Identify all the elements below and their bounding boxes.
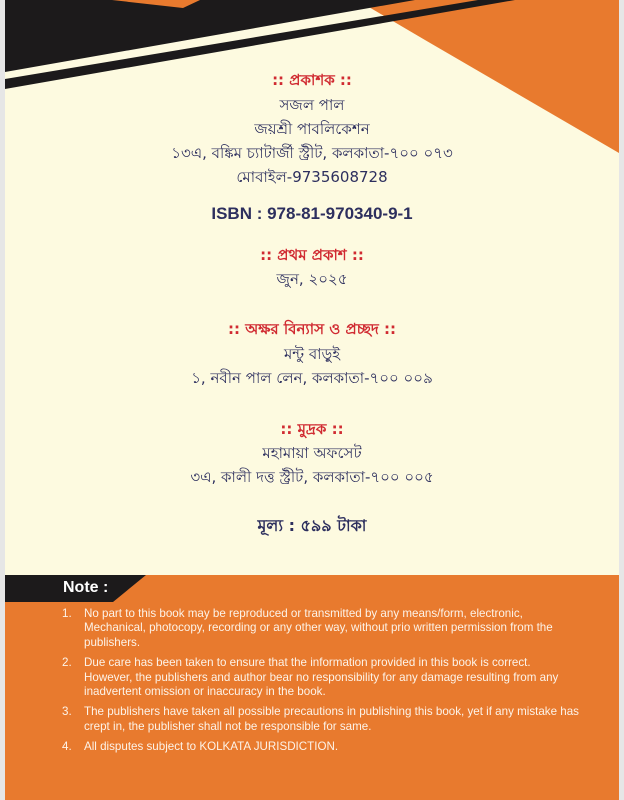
typesetting-address: ১, নবীন পাল লেন, কলকাতা-৭০০ ০০৯ xyxy=(191,369,433,387)
price: মূল্য : ৫৯৯ টাকা xyxy=(257,516,367,535)
publisher-name: সজল পাল xyxy=(279,96,345,114)
publisher-heading: :: প্রকাশক :: xyxy=(272,71,352,89)
printer-name: মহামায়া অফসেট xyxy=(262,444,362,462)
note-number: 1. xyxy=(62,607,72,620)
black-block-shape xyxy=(5,0,415,72)
note-text: No part to this book may be reproduced or transmitted by any means/form, electronic, Mechanical, photocopy, recording or any other way, without prio written permission from the publishers. xyxy=(84,607,553,649)
note-number: 3. xyxy=(62,705,72,719)
isbn: ISBN : 978-81-970340-9-1 xyxy=(211,204,413,223)
imprint-page xyxy=(5,0,619,800)
publisher-address: ১৩এ, বঙ্কিম চ্যাটার্জী স্ট্রীট, কলকাতা-৭০০ ০৭৩ xyxy=(171,144,453,162)
printer-heading: :: মুদ্রক :: xyxy=(280,420,344,438)
note-title: Note : xyxy=(63,579,109,596)
typesetting-heading: :: অক্ষর বিন্যাস ও প্রচ্ছদ :: xyxy=(227,320,397,338)
printer-address: ৩এ, কালী দত্ত স্ট্রীট, কলকাতা-৭০০ ০০৫ xyxy=(190,468,434,486)
notes-section xyxy=(5,575,619,800)
note-text: All disputes subject to KOLKATA JURISDICTION. xyxy=(84,740,339,754)
note-item xyxy=(62,607,582,650)
first-edition-heading: :: প্রথম প্রকাশ :: xyxy=(260,246,364,264)
typesetting-name: মন্টু বাড়ুই xyxy=(283,345,341,363)
publisher-mobile: মোবাইল-9735608728 xyxy=(236,168,388,186)
note-text: The publishers have taken all possible precautions in publishing this book, yet if any mistake has crept in, the publisher shall not be responsible for same. xyxy=(84,705,579,733)
note-item xyxy=(62,656,582,699)
first-edition-date: জুন, ২০২৫ xyxy=(276,270,348,288)
note-item xyxy=(62,705,582,734)
note-item xyxy=(62,740,582,754)
note-text: Due care has been taken to ensure that the information provided in this book is correct. However, the publishers and author bear no responsibility for any damage resulting from any inadvertent omission or inaccuracy in the book. xyxy=(84,656,559,699)
note-number: 4. xyxy=(62,740,72,754)
publisher-company: জয়শ্রী পাবলিকেশন xyxy=(254,120,370,138)
note-number: 2. xyxy=(62,656,72,670)
note-list xyxy=(62,607,582,761)
